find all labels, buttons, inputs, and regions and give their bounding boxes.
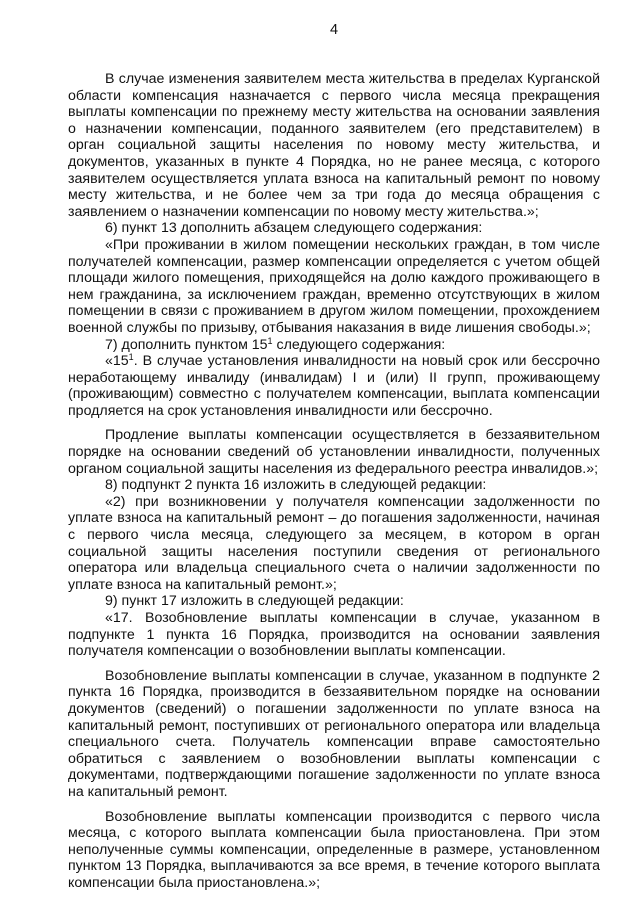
paragraph-resumption-date: Возобновление выплаты компенсации производится с первого числа месяца, с которого выплата компенсации была приостановлена. При этом неполученные суммы компенсации, определенные в размере, установленном пунктом 13 Порядка, выплачиваются за все время, в течение которого выплата компенсации была приостановлена.»; xyxy=(68,808,600,891)
superscript: 1 xyxy=(267,335,273,346)
paragraph-item-8-content: «2) при возникновении у получателя компенсации задолженности по уплате взноса на капитальный ремонт – до погашения задолженности, начиная с первого числа месяца, следующего за месяцем, в котором в орган социальной защиты населения поступили сведения от регионального оператора или владельца специального счета о наличии задолженности по уплате взноса на капитальный ремонт.»; xyxy=(68,493,600,593)
paragraph-relocation-compensation: В случае изменения заявителем места жительства в пределах Курганской области компенсация назначается с первого числа месяца прекращения выплаты компенсации по прежнему месту жительства на основании заявления о назначении компенсации, поданного заявителем (его представителем) в орган социальной защиты населения по новому месту жительства, и документов, указанных в пункте 4 Порядка, но не ранее месяца, с которого заявителем осуществляется уплата взноса на капитальный ремонт по новому месту жительства, и не более чем за три года до месяца обращения с заявлением о назначении компенсации по новому месту жительства.»; xyxy=(68,71,600,220)
page-number: 4 xyxy=(329,22,339,38)
paragraph-item-9: 9) пункт 17 изложить в следующей редакции: xyxy=(105,593,404,610)
paragraph-item-15-1-start: «15 xyxy=(105,353,129,370)
paragraph-item-7-text: 7) дополнить пунктом 15 xyxy=(105,336,268,353)
paragraph-item-8: 8) подпункт 2 пункта 16 изложить в следующей редакции: xyxy=(105,477,487,494)
paragraph-resumption-case-2: Возобновление выплаты компенсации в случае, указанном в подпункте 2 пункта 16 Порядка, производится в беззаявительном порядке на основании документов (сведений) о погашении задолженности по уплате взноса на капитальный ремонт, поступивших от регионального оператора или владельца специального счета. Получатель компенсации вправе самостоятельно обратиться с заявлением о возобновлении выплаты компенсации с документами, подтверждающими погашение задолженности по уплате взноса на капитальный ремонт. xyxy=(68,667,600,800)
document-body xyxy=(68,71,600,892)
paragraph-item-15-1 xyxy=(68,353,600,419)
paragraph-item-7 xyxy=(68,337,600,354)
paragraph-extension: Продление выплаты компенсации осуществляется в беззаявительном порядке на основании сведений об установлении инвалидности, полученных органом социальной защиты населения из федерального реестра инвалидов.»; xyxy=(68,427,600,477)
paragraph-item-7-text-end: следующего содержания: xyxy=(272,336,446,353)
paragraph-item-17: «17. Возобновление выплаты компенсации в случае, указанном в подпункте 1 пункта 16 Порядка, производится на основании заявления получателя компенсации о возобновлении выплаты компенсации. xyxy=(68,610,600,660)
paragraph-item-6-content: «При проживании в жилом помещении нескольких граждан, в том числе получателей компенсации, размер компенсации определяется с учетом общей площади жилого помещения, приходящейся на долю каждого проживающего в нем гражданина, за исключением граждан, временно отсутствующих в жилом помещении в связи с проживанием в другом жилом помещении, прохождением военной службы по призыву, отбывания наказания в виде лишения свободы.»; xyxy=(68,236,600,336)
paragraph-item-6: 6) пункт 13 дополнить абзацем следующего содержания: xyxy=(105,220,483,237)
superscript: 1 xyxy=(128,352,134,363)
paragraph-item-15-1-text: . В случае установления инвалидности на новый срок или бессрочно неработающему инвалиду (инвалидам) I и (или) II групп, проживающему (проживающим) совместно с получателем компенсации, выплата компенсации продляется на срок установления инвалидности или бессрочно. xyxy=(68,353,600,419)
